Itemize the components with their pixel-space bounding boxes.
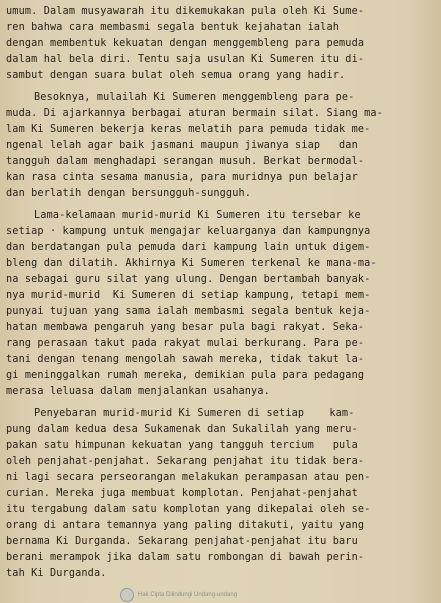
text-line: dengan membentuk kekuatan dengan menggembleng para pemuda	[6, 38, 365, 49]
text-line: punyai tujuan yang sama ialah membasmi segala bentuk keja-	[6, 306, 371, 317]
text-line: ren bahwa cara membasmi segala bentuk kejahatan ialah	[6, 22, 340, 33]
text-line: gi meninggalkan rumah mereka, demikian pula para pedagang	[6, 370, 365, 381]
text-line: tani dengan tenang mengolah sawah mereka, tidak takut la-	[6, 354, 365, 365]
text-line: merasa leluasa dalam menjalankan usahanya.	[6, 386, 270, 397]
text-line: kan rasa cinta sesama manusia, para muridnya pun belajar	[6, 172, 358, 183]
text-line: Lama-kelamaan murid-murid Ki Sumeren itu tersebar ke	[34, 210, 361, 221]
text-line: dan berlatih dengan bersungguh-sungguh.	[6, 188, 252, 199]
body-text	[6, 4, 436, 582]
paragraph-1	[6, 4, 436, 84]
text-line: umum. Dalam musyawarah itu dikemukakan pula oleh Ki Sume-	[6, 6, 365, 17]
text-line: tangguh dalam menghadapi serangan musuh. Berkat bermodal-	[6, 156, 365, 167]
text-line: bernama Ki Durganda. Sekarang penjahat-penjahat itu baru	[6, 536, 358, 547]
text-line: tah Ki Durganda.	[6, 568, 107, 579]
text-line: bleng dan dilatih. Akhirnya Ki Sumeren terkenal ke mana-ma-	[6, 258, 377, 269]
text-line: Besoknya, mulailah Ki Sumeren menggembleng para pe-	[34, 92, 355, 103]
text-line: muda. Di ajarkannya berbagai aturan bermain silat. Siang ma-	[6, 108, 384, 119]
text-line: hatan membawa pengaruh yang besar pula bagi rakyat. Seka-	[6, 322, 365, 333]
paragraph-2	[6, 90, 436, 202]
watermark-seal-icon	[120, 588, 134, 602]
text-line: curian. Mereka juga membuat komplotan. Penjahat-penjahat	[6, 488, 358, 499]
watermark-text: Hak Cipta Dilindungi Undang-undang	[138, 592, 238, 598]
text-line: orang di antara temannya yang paling ditakuti, yaitu yang	[6, 520, 365, 531]
text-line: dan berdatangan pula pemuda dari kampung lain untuk digem-	[6, 242, 371, 253]
text-line: ni lagi secara perseorangan melakukan perampasan atau pen-	[6, 472, 371, 483]
text-line: oleh penjahat-penjahat. Sekarang penjahat itu tidak bera-	[6, 456, 365, 467]
paragraph-4	[6, 406, 436, 582]
text-line: setiap · kampung untuk mengajar keluarganya dan kampungnya	[6, 226, 371, 237]
watermark	[120, 588, 310, 602]
text-line: pung dalam kedua desa Sukamenak dan Sukalilah yang meru-	[6, 424, 358, 435]
text-line: Penyebaran murid-murid Ki Sumeren di setiap kam-	[34, 408, 355, 419]
text-line: lam Ki Sumeren bekerja keras melatih para pemuda tidak me-	[6, 124, 371, 135]
text-line: na sebagai guru silat yang ulung. Dengan bertambah banyak-	[6, 274, 371, 285]
text-line: dalam hal bela diri. Tentu saja usulan Ki Sumeren itu di-	[6, 54, 365, 65]
text-line: pakan satu himpunan kekuatan yang tangguh tercium pula	[6, 440, 358, 451]
paragraph-3	[6, 208, 436, 400]
text-line: sambut dengan suara bulat oleh semua orang yang hadir.	[6, 70, 346, 81]
text-line: nya murid-murid Ki Sumeren di setiap kampung, tetapi mem-	[6, 290, 371, 301]
text-line: berani merampok jika dalam satu rombongan di bawah perin-	[6, 552, 365, 563]
text-line: itu tergabung dalam satu komplotan yang dikepalai oleh se-	[6, 504, 371, 515]
text-line: ngenal lelah agar baik jasmani maupun jiwanya siap dan	[6, 140, 358, 151]
text-line: rang perasaan takut pada rakyat mulai berkurang. Para pe-	[6, 338, 365, 349]
